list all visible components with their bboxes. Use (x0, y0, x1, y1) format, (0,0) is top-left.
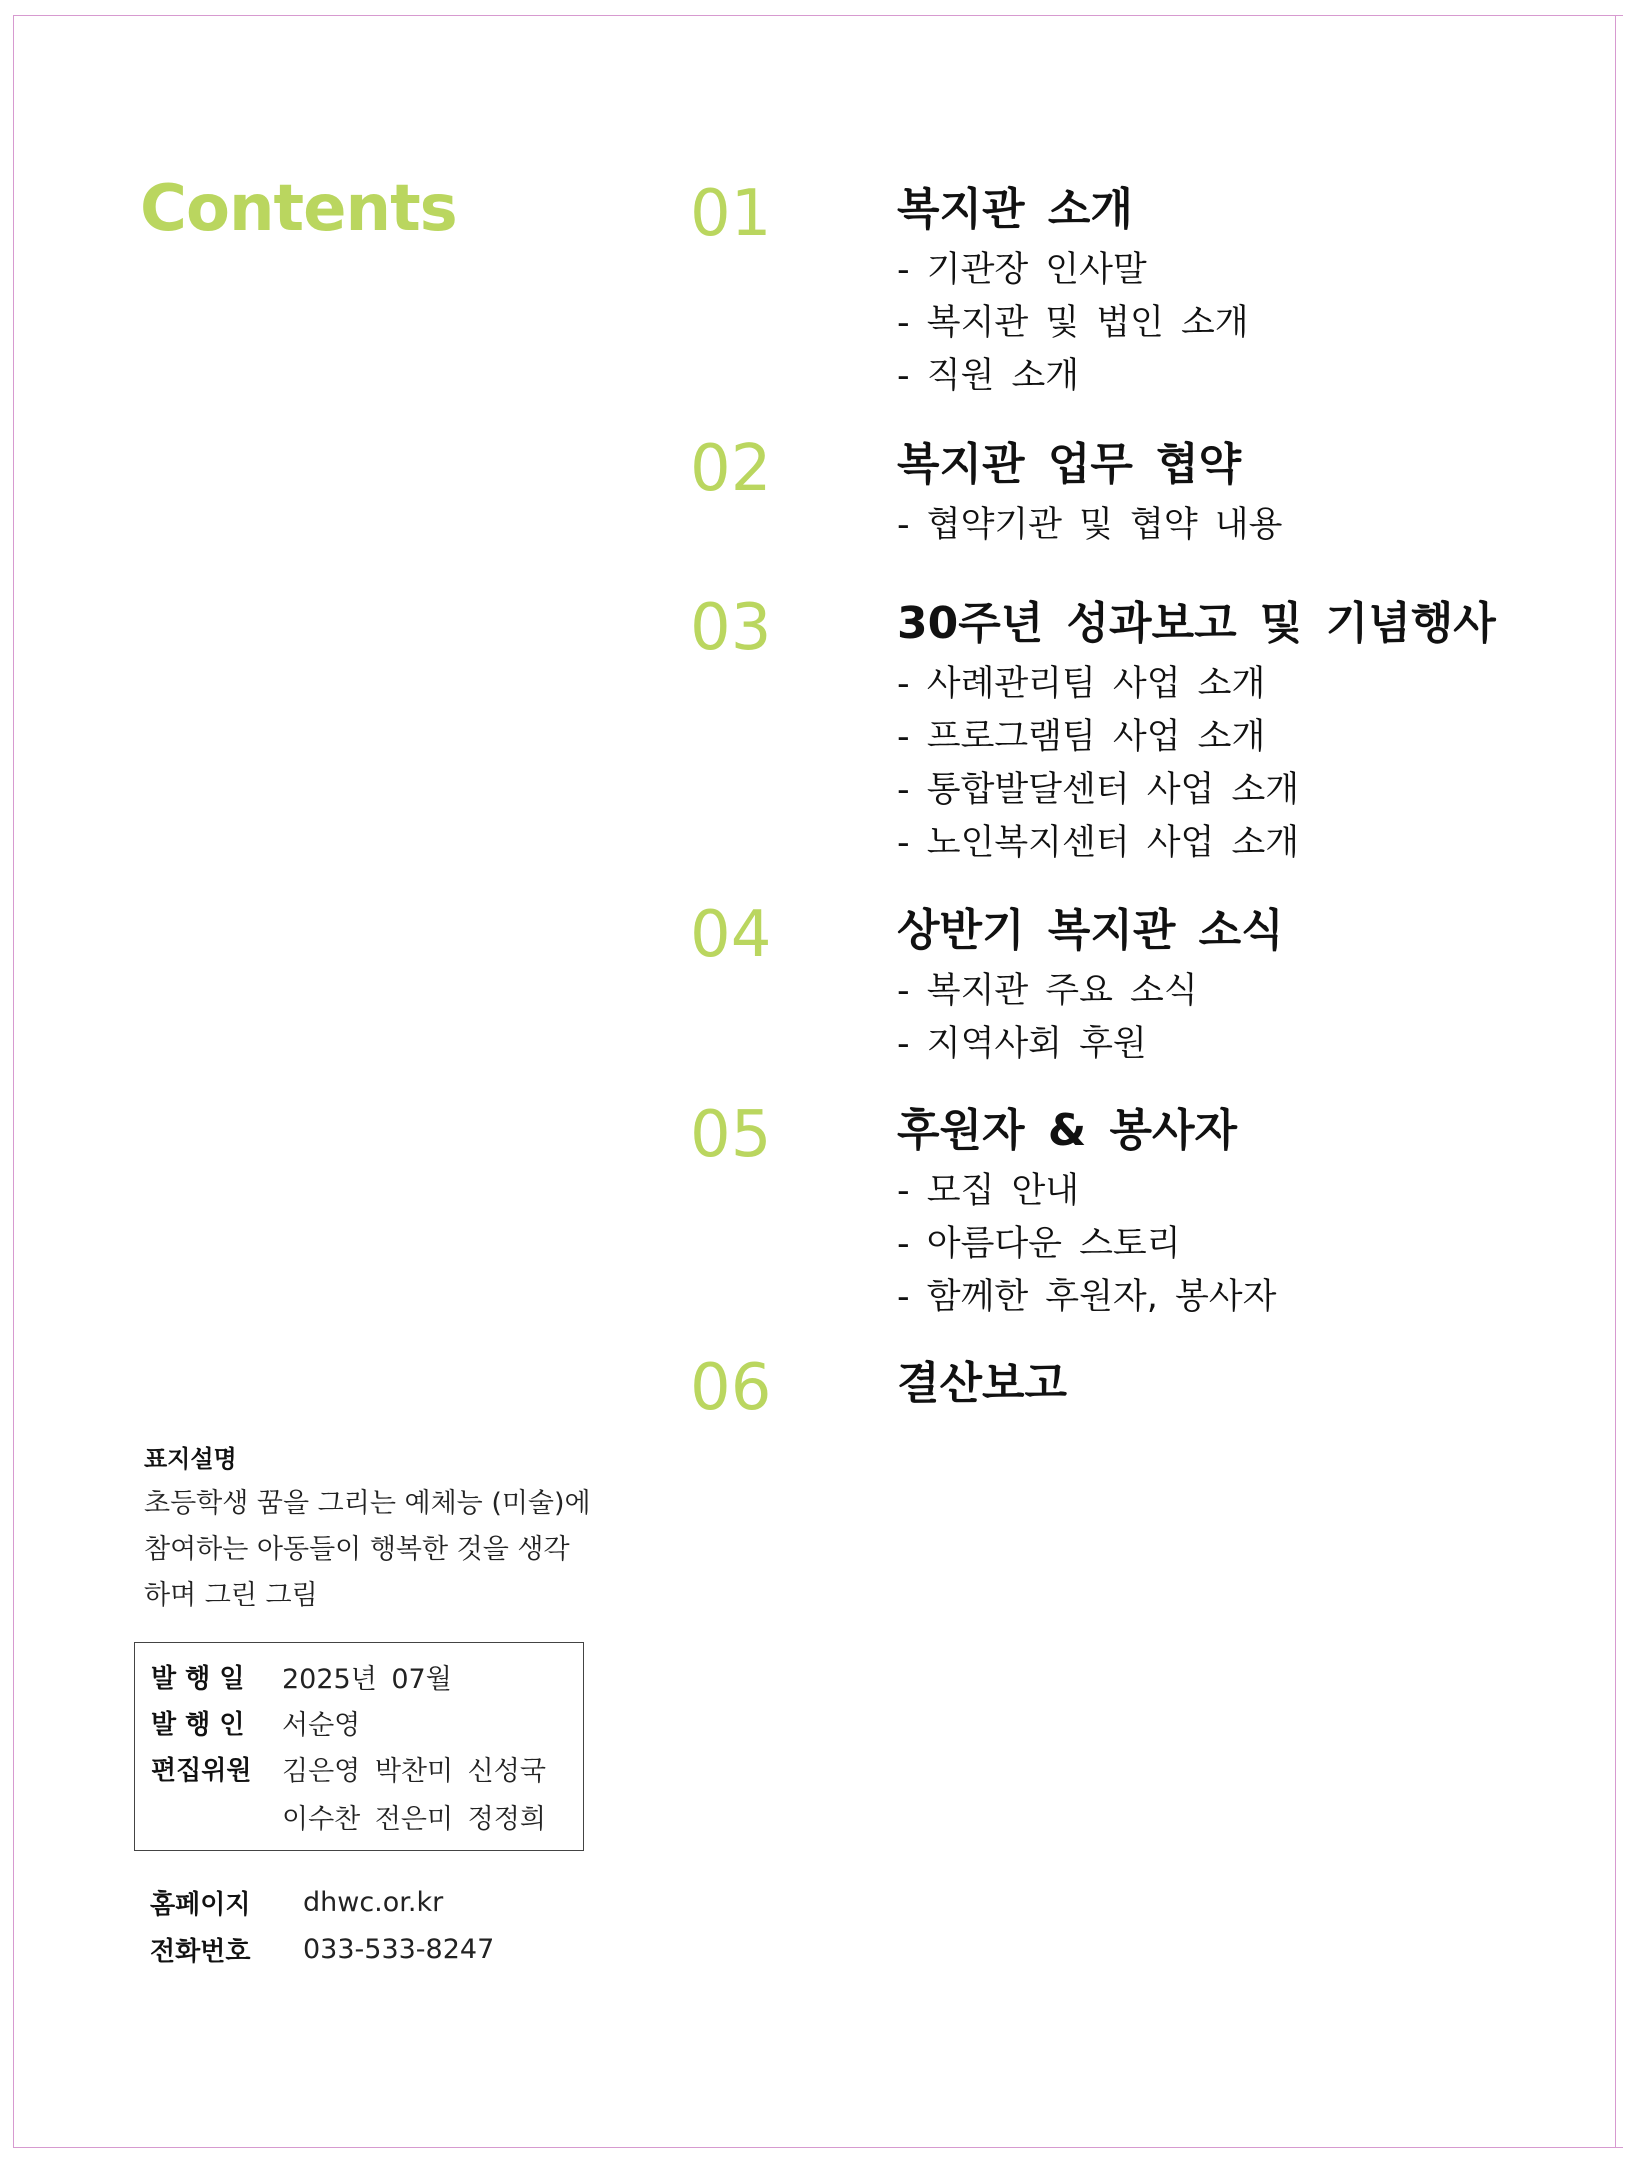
section-item: - 복지관 주요 소식 (897, 971, 1198, 1011)
section-item: - 복지관 및 법인 소개 (897, 303, 1249, 343)
homepage-link[interactable]: dhwc.or.kr (303, 1886, 444, 1918)
cover-description-line: 참여하는 아동들이 행복한 것을 생각 (144, 1534, 570, 1565)
section-number: 04 (690, 898, 772, 972)
section-number: 01 (690, 177, 772, 251)
section-number: 03 (690, 591, 772, 665)
publisher-value: 서순영 (282, 1709, 361, 1741)
section-title: 결산보고 (897, 1358, 1068, 1409)
section-item: - 함께한 후원자, 봉사자 (897, 1277, 1277, 1317)
section-items (897, 499, 1282, 552)
section-item: - 지역사회 후원 (897, 1024, 1147, 1064)
publication-date-label: 발 행 일 (151, 1663, 245, 1694)
section-item: - 기관장 인사말 (897, 250, 1147, 290)
section-item: - 모집 안내 (897, 1171, 1080, 1211)
section-item: - 협약기관 및 협약 내용 (897, 505, 1283, 545)
section-item: - 노인복지센터 사업 소개 (897, 823, 1300, 863)
publisher-label: 발 행 인 (151, 1709, 245, 1740)
section-items (897, 965, 1198, 1071)
section-number: 06 (690, 1351, 772, 1425)
section-items (897, 244, 1249, 403)
section-items (897, 658, 1299, 870)
publication-date-row (151, 1653, 452, 1699)
section-title: 30주년 성과보고 및 기념행사 (897, 598, 1496, 649)
homepage-row (150, 1879, 443, 1925)
section-item: - 통합발달센터 사업 소개 (897, 770, 1300, 810)
section-item: - 프로그램팀 사업 소개 (897, 717, 1266, 757)
page-frame-right (1615, 15, 1616, 2147)
cover-description (144, 1437, 614, 1619)
phone-number: 033-533-8247 (303, 1933, 495, 1965)
section-item: - 아름다운 스토리 (897, 1224, 1181, 1264)
publication-date-value: 2025년 07월 (282, 1663, 452, 1695)
section-item: - 사례관리팀 사업 소개 (897, 664, 1266, 704)
section-title: 후원자 & 봉사자 (897, 1105, 1238, 1156)
page-frame-bottom (13, 2147, 1623, 2148)
section-title: 복지관 소개 (897, 184, 1133, 235)
cover-description-line: 하며 그린 그림 (144, 1580, 318, 1611)
section-number: 05 (690, 1098, 772, 1172)
contents-title: Contents (140, 172, 457, 246)
page-frame-top (13, 15, 1623, 16)
cover-description-line: 초등학생 꿈을 그리는 예체능 (미술)에 (144, 1488, 591, 1519)
publisher-row (151, 1699, 360, 1745)
section-title: 복지관 업무 협약 (897, 439, 1242, 490)
section-item: - 직원 소개 (897, 356, 1080, 396)
cover-description-title: 표지설명 (144, 1445, 237, 1473)
editors-value: 이수찬 전은미 정정희 (282, 1803, 546, 1835)
page-frame-left (13, 15, 14, 2147)
editors-row (151, 1745, 546, 1791)
editors-row-2 (151, 1793, 546, 1839)
editors-value: 김은영 박찬미 신성국 (282, 1755, 546, 1787)
editors-label: 편집위원 (151, 1755, 252, 1786)
publication-info-box (134, 1642, 584, 1851)
phone-row (150, 1926, 494, 1972)
section-items (897, 1165, 1276, 1324)
section-title: 상반기 복지관 소식 (897, 905, 1284, 956)
homepage-label: 홈페이지 (150, 1889, 251, 1920)
phone-label: 전화번호 (150, 1936, 251, 1967)
section-number: 02 (690, 432, 772, 506)
